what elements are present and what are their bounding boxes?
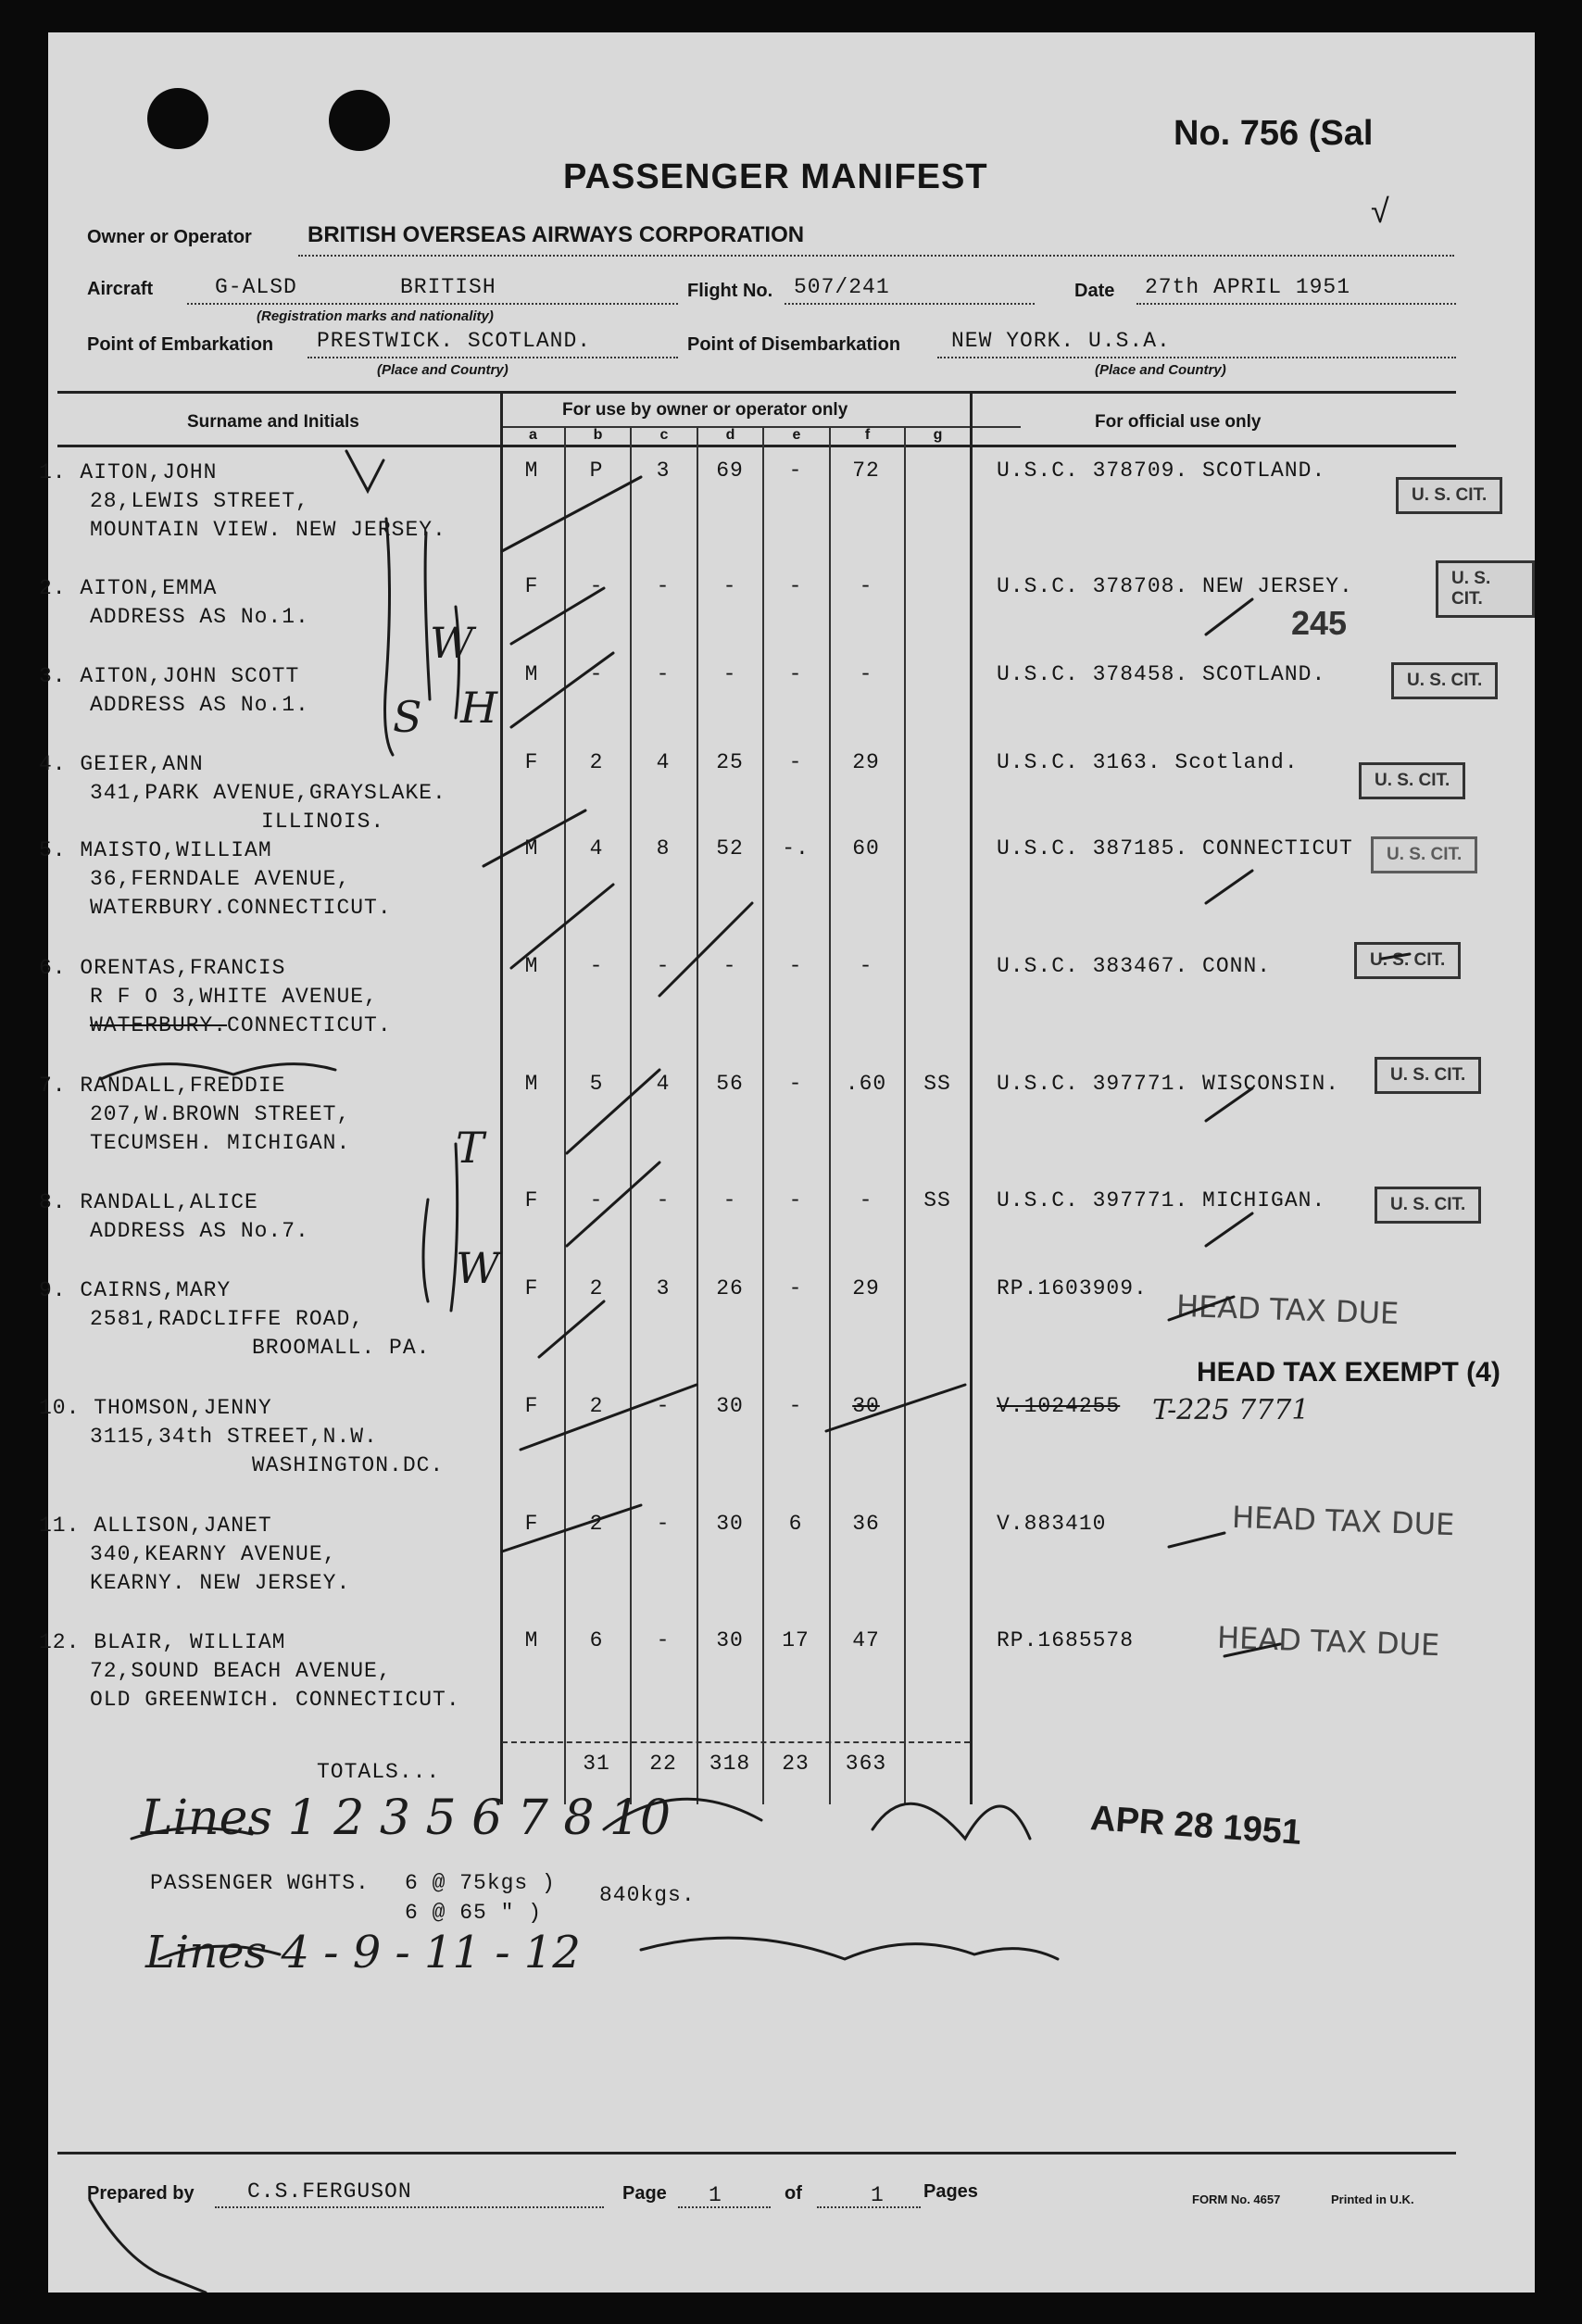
svg-text:W: W: [430, 618, 474, 668]
cell-f: -: [859, 574, 873, 598]
cell-b: -: [589, 662, 604, 686]
cell-f: 72: [852, 459, 880, 483]
col-official-header: For official use only: [1095, 412, 1262, 432]
cell-a: M: [524, 459, 539, 483]
cell-e: -.: [782, 836, 810, 861]
list-item: 2. AITON,EMMA ADDRESS AS No.1.: [39, 576, 309, 629]
head-tax-due-stamp: HEAD TAX DUE: [1231, 1499, 1455, 1543]
cell-b: -: [589, 954, 604, 978]
cell-f: -: [859, 954, 873, 978]
citizen-stamp: U. S. CIT.: [1354, 942, 1461, 979]
list-item: 1. AITON,JOHN 28,LEWIS STREET, MOUNTAIN VIEW. NEW JERSEY.: [39, 460, 446, 542]
svg-text:W: W: [456, 1243, 500, 1293]
disembarkation-label: Point of Disembarkation: [687, 334, 901, 355]
col-a: a: [529, 427, 537, 443]
totals-label: TOTALS...: [317, 1760, 441, 1784]
handwritten-ref: T-225 7771: [1152, 1394, 1310, 1426]
cell-d: 56: [716, 1072, 744, 1096]
col-surname-header: Surname and Initials: [187, 412, 359, 432]
cell-d: 26: [716, 1276, 744, 1300]
cell-a: M: [524, 954, 539, 978]
cell-e: 6: [788, 1512, 803, 1536]
owner-value: BRITISH OVERSEAS AIRWAYS CORPORATION: [308, 222, 805, 247]
cell-c: -: [656, 1628, 671, 1652]
passenger-weights-label: PASSENGER WGHTS.: [150, 1871, 370, 1895]
total-b: 31: [583, 1752, 610, 1776]
cell-d: -: [722, 574, 737, 598]
embarkation-value: PRESTWICK. SCOTLAND.: [317, 329, 592, 353]
cell-e: -: [788, 1072, 803, 1096]
cell-e: -: [788, 954, 803, 978]
cell-f: 29: [852, 750, 880, 774]
aircraft-nationality: BRITISH: [400, 275, 496, 299]
cell-a: F: [524, 1394, 539, 1418]
cell-d: 30: [716, 1394, 744, 1418]
list-item: 12. BLAIR, WILLIAM 72,SOUND BEACH AVENUE, OLD GREENWICH. CONNECTICUT.: [39, 1630, 460, 1712]
handwritten-lines-note-2: Lines 4 - 9 - 11 - 12: [145, 1927, 581, 1979]
citizen-stamp: U. S. CIT.: [1375, 1057, 1481, 1094]
passenger-weights-line1: 6 @ 75kgs ): [405, 1871, 556, 1895]
official-entry: U.S.C. 378458. SCOTLAND.: [997, 662, 1326, 686]
aircraft-registration: G-ALSD: [215, 275, 297, 299]
cell-b: P: [589, 459, 604, 483]
cell-c: -: [656, 1188, 671, 1212]
svg-text:S: S: [393, 692, 422, 742]
list-item: 8. RANDALL,ALICE ADDRESS AS No.7.: [39, 1190, 309, 1243]
list-item: 5. MAISTO,WILLIAM 36,FERNDALE AVENUE, WATERBURY.CONNECTICUT.: [39, 838, 392, 920]
cell-b: 4: [589, 836, 604, 861]
cell-b: 6: [589, 1628, 604, 1652]
cell-a: M: [524, 836, 539, 861]
prepared-by-label: Prepared by: [87, 2183, 195, 2204]
total-d: 318: [709, 1752, 751, 1776]
list-item: 7. RANDALL,FREDDIE 207,W.BROWN STREET, TECUMSEH. MICHIGAN.: [39, 1074, 351, 1155]
disembark-place-note: (Place and Country): [1095, 362, 1226, 378]
cell-e: -: [788, 459, 803, 483]
cell-e: -: [788, 750, 803, 774]
cell-b: 2: [589, 750, 604, 774]
passenger-weights-total: 840kgs.: [599, 1883, 696, 1907]
cell-f: -: [859, 1188, 873, 1212]
cell-c: -: [656, 574, 671, 598]
official-entry: U.S.C. 3163. Scotland.: [997, 750, 1299, 774]
date-received-stamp: APR 28 1951: [1088, 1799, 1303, 1853]
page-number: 1: [709, 2183, 722, 2207]
cell-b: 5: [589, 1072, 604, 1096]
cell-c: 3: [656, 459, 671, 483]
handwritten-number: 245: [1291, 604, 1348, 642]
col-e: e: [792, 427, 801, 443]
prepared-by-value: C.S.FERGUSON: [247, 2180, 412, 2204]
total-c: 22: [649, 1752, 677, 1776]
head-tax-due-stamp: HEAD TAX DUE: [1216, 1619, 1440, 1664]
passenger-weights-line2: 6 @ 65 " ): [405, 1901, 543, 1925]
page-title: PASSENGER MANIFEST: [563, 157, 988, 196]
head-tax-due-stamp: HEAD TAX DUE: [1175, 1288, 1400, 1332]
cell-a: M: [524, 662, 539, 686]
form-code: FORM No. 4657: [1192, 2192, 1281, 2206]
official-entry: RP.1603909.: [997, 1276, 1148, 1300]
cell-e: -: [788, 1188, 803, 1212]
page-label: Page: [622, 2183, 667, 2204]
aircraft-label: Aircraft: [87, 279, 154, 299]
cell-a: M: [524, 1072, 539, 1096]
official-entry: V.1024255: [997, 1394, 1121, 1418]
manifest-sheet: [39, 32, 1535, 2293]
cell-b: 2: [589, 1512, 604, 1536]
cell-a: F: [524, 750, 539, 774]
cell-d: 69: [716, 459, 744, 483]
total-e: 23: [782, 1752, 810, 1776]
cell-c: -: [656, 1394, 671, 1418]
disembarkation-value: NEW YORK. U.S.A.: [951, 329, 1171, 353]
list-item: 3. AITON,JOHN SCOTT ADDRESS AS No.1.: [39, 664, 309, 717]
list-item: 10. THOMSON,JENNY 3115,34th STREET,N.W. WASHINGTON.DC.: [39, 1396, 445, 1477]
date-label: Date: [1074, 281, 1115, 301]
cell-d: 30: [716, 1628, 744, 1652]
official-entry: U.S.C. 387185. CONNECTICUT: [997, 836, 1353, 861]
owner-label: Owner or Operator: [87, 227, 252, 247]
cell-f: 29: [852, 1276, 880, 1300]
list-item: 6. ORENTAS,FRANCIS R F O 3,WHITE AVENUE, WATERBURY.CONNECTICUT.: [39, 956, 392, 1037]
registration-note: (Registration marks and nationality): [257, 308, 494, 324]
cell-b: -: [589, 574, 604, 598]
svg-text:T: T: [456, 1123, 484, 1173]
citizen-stamp: U. S. CIT.: [1375, 1187, 1481, 1224]
cell-e: -: [788, 662, 803, 686]
cell-c: -: [656, 954, 671, 978]
col-owner-header: For use by owner or operator only: [562, 400, 848, 420]
citizen-stamp: U. S. CIT.: [1359, 762, 1465, 799]
citizen-stamp: U. S. CIT.: [1396, 477, 1502, 514]
official-entry: U.S.C. 397771. WISCONSIN.: [997, 1072, 1340, 1096]
cell-c: -: [656, 662, 671, 686]
embark-place-note: (Place and Country): [377, 362, 508, 378]
col-d: d: [725, 427, 735, 443]
official-entry: U.S.C. 378708. NEW JERSEY.: [997, 574, 1353, 598]
handwritten-lines-note: Lines 1 2 3 5 6 7 8 10: [141, 1790, 672, 1846]
col-b: b: [593, 427, 603, 443]
cell-b: 2: [589, 1276, 604, 1300]
cell-d: 30: [716, 1512, 744, 1536]
cell-f: 47: [852, 1628, 880, 1652]
cell-f: 60: [852, 836, 880, 861]
cell-g: SS: [923, 1188, 951, 1212]
cell-c: 3: [656, 1276, 671, 1300]
cell-a: F: [524, 1276, 539, 1300]
cell-e: -: [788, 1394, 803, 1418]
pages-label: Pages: [923, 2181, 978, 2202]
list-item: 4. GEIER,ANN 341,PARK AVENUE,GRAYSLAKE. ILLINOIS.: [39, 752, 446, 834]
cell-c: 4: [656, 750, 671, 774]
cell-a: F: [524, 1188, 539, 1212]
official-entry: V.883410: [997, 1512, 1107, 1536]
cell-f: -: [859, 662, 873, 686]
embarkation-label: Point of Embarkation: [87, 334, 274, 355]
col-g: g: [933, 427, 943, 443]
official-entry: U.S.C. 378709. SCOTLAND.: [997, 459, 1326, 483]
date-value: 27th APRIL 1951: [1145, 275, 1351, 299]
cell-d: -: [722, 1188, 737, 1212]
cell-d: -: [722, 662, 737, 686]
col-c: c: [659, 427, 669, 443]
total-f: 363: [845, 1752, 887, 1776]
citizen-stamp: U. S. CIT.: [1391, 662, 1498, 699]
cell-c: -: [656, 1512, 671, 1536]
head-tax-exempt-stamp: HEAD TAX EXEMPT (4): [1197, 1357, 1500, 1388]
official-entry: U.S.C. 383467. CONN.: [997, 954, 1272, 978]
cell-e: -: [788, 574, 803, 598]
page-total: 1: [871, 2183, 885, 2207]
cell-b: 2: [589, 1394, 604, 1418]
cell-a: F: [524, 574, 539, 598]
cell-f: 36: [852, 1512, 880, 1536]
cell-a: M: [524, 1628, 539, 1652]
cell-c: 4: [656, 1072, 671, 1096]
cell-g: SS: [923, 1072, 951, 1096]
cell-f: 30: [852, 1394, 880, 1418]
cell-d: 52: [716, 836, 744, 861]
cell-d: 25: [716, 750, 744, 774]
flight-no-value: 507/241: [794, 275, 890, 299]
cell-f: .60: [845, 1072, 887, 1096]
flight-no-label: Flight No.: [687, 281, 773, 301]
list-item: 9. CAIRNS,MARY 2581,RADCLIFFE ROAD, BROOMALL. PA.: [39, 1278, 431, 1360]
svg-text:H: H: [460, 683, 498, 733]
cell-b: -: [589, 1188, 604, 1212]
citizen-stamp: U. S. CIT.: [1436, 560, 1535, 618]
list-item: 11. ALLISON,JANET 340,KEARNY AVENUE, KEARNY. NEW JERSEY.: [39, 1514, 351, 1595]
col-f: f: [864, 427, 871, 443]
citizen-stamp: U. S. CIT.: [1371, 836, 1477, 873]
check-mark-top: √: [1371, 192, 1389, 230]
official-entry: RP.1685578: [997, 1628, 1135, 1652]
printed-in: Printed in U.K.: [1331, 2192, 1414, 2206]
cell-a: F: [524, 1512, 539, 1536]
of-label: of: [785, 2183, 802, 2204]
cell-d: -: [722, 954, 737, 978]
form-number: No. 756 (Sal: [1174, 114, 1374, 153]
cell-c: 8: [656, 836, 671, 861]
official-entry: U.S.C. 397771. MICHIGAN.: [997, 1188, 1326, 1212]
cell-e: 17: [782, 1628, 810, 1652]
cell-e: -: [788, 1276, 803, 1300]
